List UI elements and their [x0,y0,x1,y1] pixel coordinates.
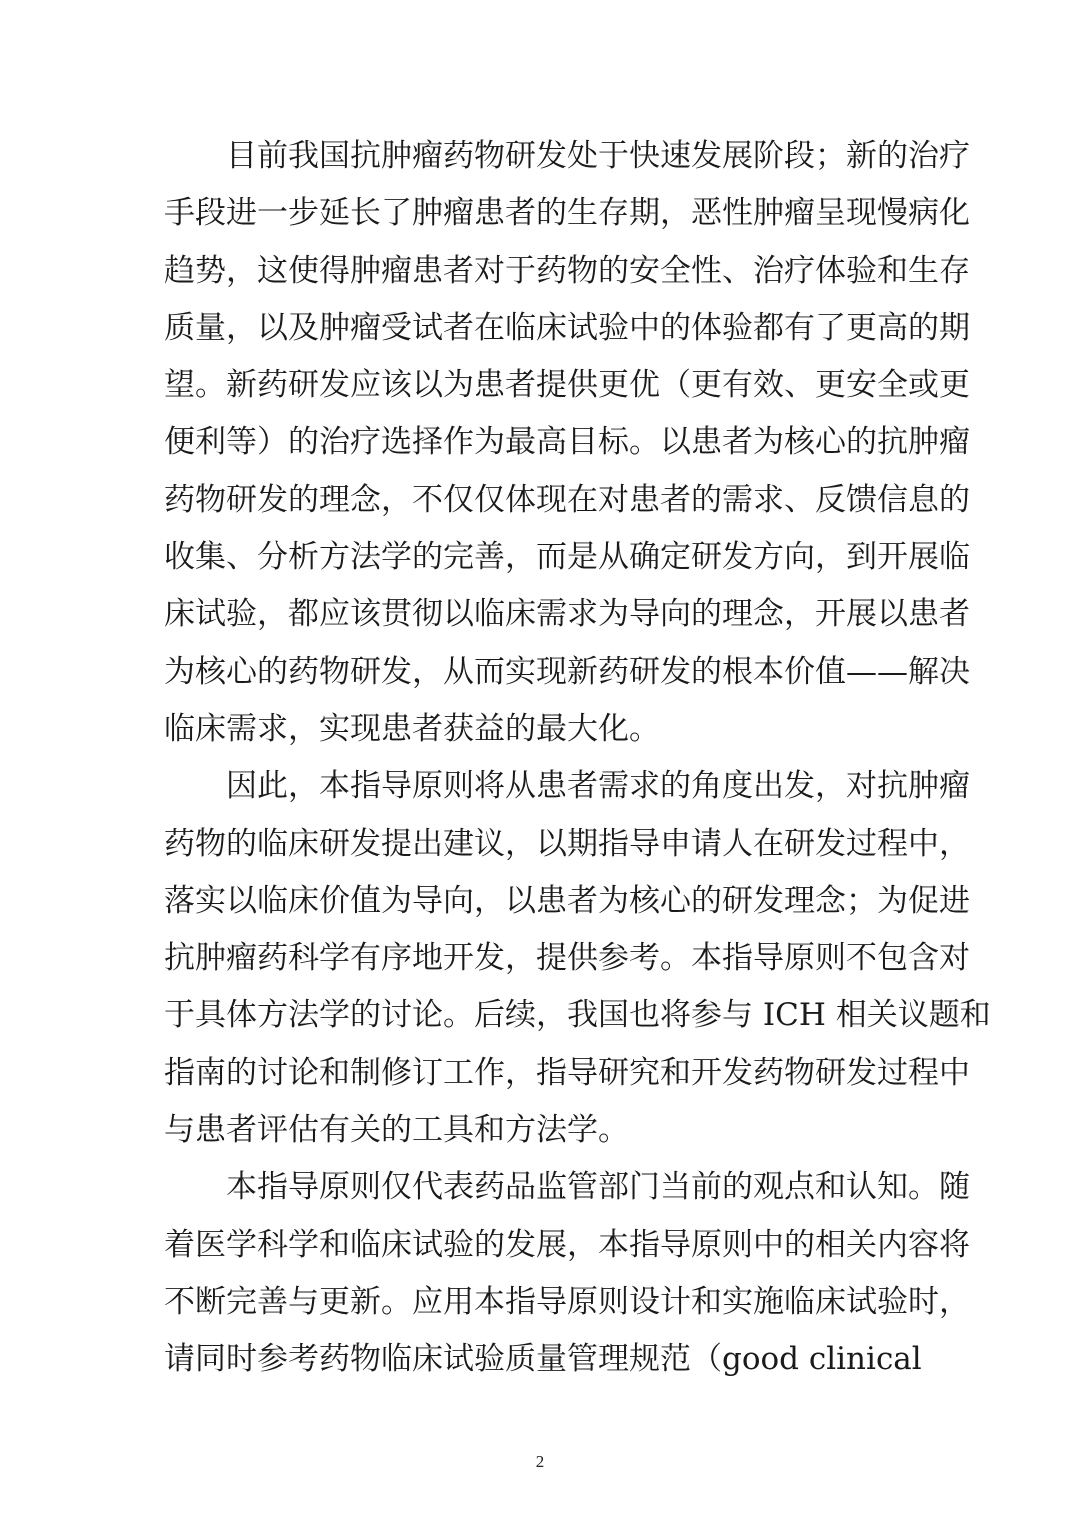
text-line: 床试验，都应该贯彻以临床需求为导向的理念，开展以患者 [164,596,970,633]
text-line: 指南的讨论和制修订工作，指导研究和开发药物研发过程中 [164,1054,970,1091]
page-number: 2 [535,1452,545,1471]
text-line: 请同时参考药物临床试验质量管理规范（good clinical [164,1341,922,1378]
paragraph-3 [164,1159,970,1388]
text-line: 药物的临床研发提出建议，以期指导申请人在研发过程中， [164,825,970,862]
text-line: 与患者评估有关的工具和方法学。 [164,1112,629,1149]
text-line: 本指导原则仅代表药品监管部门当前的观点和认知。随 [226,1169,970,1206]
body-text [164,128,991,1389]
text-line: 于具体方法学的讨论。后续，我国也将参与 ICH 相关议题和 [164,997,991,1034]
text-line: 便利等）的治疗选择作为最高目标。以患者为核心的抗肿瘤 [164,424,970,461]
text-line: 抗肿瘤药科学有序地开发，提供参考。本指导原则不包含对 [164,940,970,977]
text-line: 落实以临床价值为导向，以患者为核心的研发理念；为促进 [164,882,970,919]
text-line: 质量，以及肿瘤受试者在临床试验中的体验都有了更高的期 [164,309,970,346]
text-line: 为核心的药物研发，从而实现新药研发的根本价值——解决 [164,653,970,690]
paragraph-1 [164,128,970,758]
text-line: 临床需求，实现患者获益的最大化。 [164,710,660,747]
text-line: 不断完善与更新。应用本指导原则设计和实施临床试验时， [164,1283,970,1320]
text-line: 手段进一步延长了肿瘤患者的生存期，恶性肿瘤呈现慢病化 [164,195,970,232]
paragraph-2 [164,758,991,1159]
text-line: 药物研发的理念，不仅仅体现在对患者的需求、反馈信息的 [164,481,970,518]
text-line: 收集、分析方法学的完善，而是从确定研发方向，到开展临 [164,539,970,576]
text-line: 趋势，这使得肿瘤患者对于药物的安全性、治疗体验和生存 [164,252,970,289]
text-line: 望。新药研发应该以为患者提供更优（更有效、更安全或更 [164,367,970,404]
text-line: 因此，本指导原则将从患者需求的角度出发，对抗肿瘤 [226,768,970,805]
text-line: 目前我国抗肿瘤药物研发处于快速发展阶段；新的治疗 [226,138,970,174]
text-line: 着医学科学和临床试验的发展，本指导原则中的相关内容将 [164,1226,970,1263]
